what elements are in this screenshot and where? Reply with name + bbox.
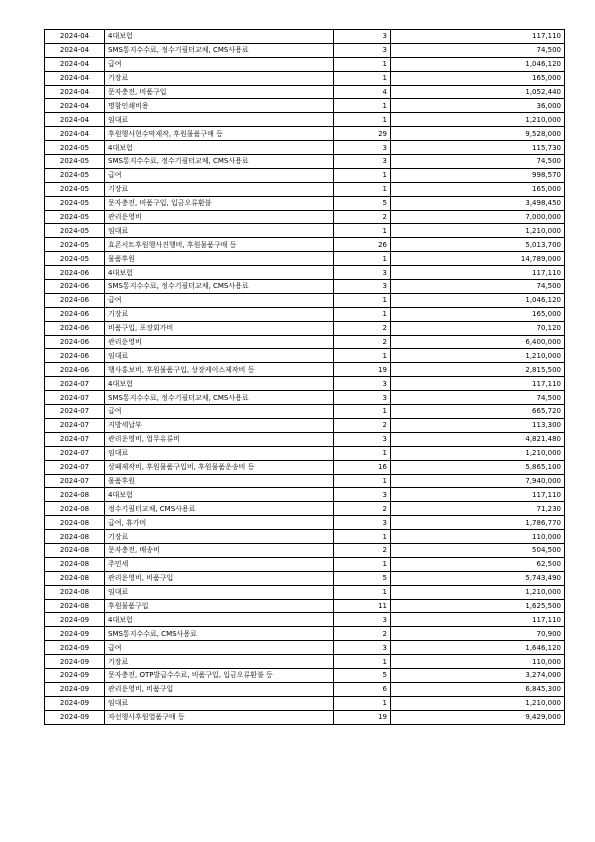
table-row [45,460,565,474]
count-cell: 1 [334,168,391,182]
amount-cell: 6,400,000 [391,335,565,349]
date-cell: 2024-05 [45,224,105,238]
description-cell: 물품후원 [105,474,334,488]
table-row [45,307,565,321]
date-cell: 2024-06 [45,266,105,280]
date-cell: 2024-09 [45,641,105,655]
description-cell: 4대보험 [105,613,334,627]
count-cell: 2 [334,335,391,349]
amount-cell: 117,110 [391,266,565,280]
table-row [45,682,565,696]
description-cell: 문자충전, OTP발급수수료, 비품구입, 입금오류환불 등 [105,668,334,682]
table-row [45,585,565,599]
date-cell: 2024-06 [45,363,105,377]
table-row [45,266,565,280]
amount-cell: 5,013,700 [391,238,565,252]
date-cell: 2024-05 [45,238,105,252]
description-cell: 4대보험 [105,30,334,44]
description-cell: 임대료 [105,113,334,127]
amount-cell: 74,500 [391,280,565,294]
table-row [45,280,565,294]
description-cell: 급여 [105,57,334,71]
amount-cell: 998,570 [391,168,565,182]
count-cell: 1 [334,655,391,669]
amount-cell: 1,210,000 [391,113,565,127]
description-cell: 4대보험 [105,377,334,391]
table-row [45,127,565,141]
table-row [45,224,565,238]
description-cell: 임대료 [105,349,334,363]
description-cell: 주민세 [105,557,334,571]
description-cell: 급여, 휴가비 [105,516,334,530]
table-row [45,196,565,210]
description-cell: 임대료 [105,696,334,710]
table-row [45,99,565,113]
amount-cell: 117,110 [391,488,565,502]
description-cell: 임대료 [105,224,334,238]
date-cell: 2024-08 [45,557,105,571]
table-row [45,627,565,641]
count-cell: 3 [334,266,391,280]
amount-cell: 1,210,000 [391,224,565,238]
count-cell: 3 [334,377,391,391]
count-cell: 29 [334,127,391,141]
count-cell: 3 [334,432,391,446]
date-cell: 2024-05 [45,141,105,155]
amount-cell: 9,429,000 [391,710,565,724]
description-cell: 관리운영비, 비품구입 [105,682,334,696]
table-row [45,85,565,99]
date-cell: 2024-09 [45,682,105,696]
count-cell: 5 [334,668,391,682]
count-cell: 3 [334,155,391,169]
description-cell: 기장료 [105,655,334,669]
count-cell: 1 [334,224,391,238]
date-cell: 2024-08 [45,571,105,585]
count-cell: 1 [334,307,391,321]
table-row [45,182,565,196]
count-cell: 16 [334,460,391,474]
description-cell: 비품구입, 포장회가비 [105,321,334,335]
date-cell: 2024-04 [45,57,105,71]
table-row [45,710,565,724]
date-cell: 2024-08 [45,599,105,613]
description-cell: 효콘서트후원행사진행비, 후원물품구매 등 [105,238,334,252]
table-row [45,43,565,57]
date-cell: 2024-05 [45,155,105,169]
count-cell: 1 [334,530,391,544]
table-row [45,530,565,544]
description-cell: 관리운영비, 업무유류비 [105,432,334,446]
amount-cell: 117,110 [391,613,565,627]
count-cell: 26 [334,238,391,252]
date-cell: 2024-09 [45,655,105,669]
date-cell: 2024-05 [45,210,105,224]
description-cell: 기장료 [105,182,334,196]
description-cell: 관리운영비, 비품구입 [105,571,334,585]
count-cell: 2 [334,321,391,335]
date-cell: 2024-06 [45,293,105,307]
count-cell: 19 [334,710,391,724]
date-cell: 2024-04 [45,30,105,44]
description-cell: 정수기필터교체, CMS사용료 [105,502,334,516]
table-row [45,168,565,182]
description-cell: 임대료 [105,585,334,599]
table-row [45,655,565,669]
amount-cell: 70,900 [391,627,565,641]
description-cell: SMS통지수수료, 정수기필터교체, CMS사용료 [105,155,334,169]
amount-cell: 74,500 [391,155,565,169]
table-row [45,349,565,363]
date-cell: 2024-08 [45,488,105,502]
table-row [45,405,565,419]
count-cell: 1 [334,557,391,571]
table-row [45,71,565,85]
date-cell: 2024-09 [45,668,105,682]
amount-cell: 4,821,480 [391,432,565,446]
count-cell: 1 [334,293,391,307]
amount-cell: 1,210,000 [391,696,565,710]
amount-cell: 1,210,000 [391,585,565,599]
amount-cell: 504,500 [391,543,565,557]
amount-cell: 74,500 [391,391,565,405]
amount-cell: 1,646,120 [391,641,565,655]
table-row [45,377,565,391]
table-row [45,432,565,446]
table-row [45,488,565,502]
amount-cell: 165,000 [391,182,565,196]
count-cell: 3 [334,613,391,627]
count-cell: 3 [334,280,391,294]
date-cell: 2024-06 [45,321,105,335]
amount-cell: 62,500 [391,557,565,571]
description-cell: 문자충전, 배송비 [105,543,334,557]
description-cell: 자선행사후원열품구매 등 [105,710,334,724]
description-cell: 명함인쇄비용 [105,99,334,113]
description-cell: 문자충전, 비품구입 [105,85,334,99]
amount-cell: 1,046,120 [391,57,565,71]
amount-cell: 665,720 [391,405,565,419]
table-row [45,238,565,252]
table-row [45,599,565,613]
date-cell: 2024-06 [45,335,105,349]
description-cell: 행사홍보비, 후원물품구입, 상장케이스제작비 등 [105,363,334,377]
description-cell: 기장료 [105,530,334,544]
count-cell: 2 [334,418,391,432]
date-cell: 2024-06 [45,307,105,321]
date-cell: 2024-04 [45,113,105,127]
date-cell: 2024-05 [45,252,105,266]
table-row [45,613,565,627]
date-cell: 2024-04 [45,85,105,99]
count-cell: 19 [334,363,391,377]
date-cell: 2024-07 [45,474,105,488]
date-cell: 2024-05 [45,182,105,196]
table-row [45,668,565,682]
description-cell: SMS통지수수료, CMS사용료 [105,627,334,641]
expense-table-body [45,30,565,725]
amount-cell: 2,815,500 [391,363,565,377]
amount-cell: 117,110 [391,30,565,44]
description-cell: 급여 [105,293,334,307]
amount-cell: 113,300 [391,418,565,432]
amount-cell: 110,000 [391,655,565,669]
amount-cell: 1,625,500 [391,599,565,613]
date-cell: 2024-07 [45,460,105,474]
amount-cell: 9,528,000 [391,127,565,141]
date-cell: 2024-07 [45,446,105,460]
count-cell: 11 [334,599,391,613]
amount-cell: 14,789,000 [391,252,565,266]
table-row [45,155,565,169]
description-cell: 기장료 [105,307,334,321]
table-row [45,557,565,571]
count-cell: 1 [334,474,391,488]
amount-cell: 3,274,000 [391,668,565,682]
expense-table [44,29,565,725]
date-cell: 2024-09 [45,627,105,641]
table-row [45,516,565,530]
date-cell: 2024-09 [45,613,105,627]
date-cell: 2024-07 [45,432,105,446]
table-row [45,391,565,405]
table-row [45,210,565,224]
count-cell: 3 [334,43,391,57]
date-cell: 2024-08 [45,585,105,599]
count-cell: 1 [334,585,391,599]
count-cell: 5 [334,571,391,585]
date-cell: 2024-07 [45,418,105,432]
description-cell: 문자충전, 비품구입, 입금오류환불 [105,196,334,210]
description-cell: 상패제작비, 후원물품구입비, 후원물품운송비 등 [105,460,334,474]
amount-cell: 3,498,450 [391,196,565,210]
amount-cell: 36,000 [391,99,565,113]
amount-cell: 165,000 [391,307,565,321]
date-cell: 2024-04 [45,127,105,141]
date-cell: 2024-06 [45,349,105,363]
description-cell: 관리운영비 [105,210,334,224]
description-cell: 급여 [105,641,334,655]
table-row [45,113,565,127]
amount-cell: 5,743,490 [391,571,565,585]
description-cell: SMS통지수수료, 정수기필터교체, CMS사용료 [105,43,334,57]
count-cell: 1 [334,71,391,85]
count-cell: 2 [334,627,391,641]
count-cell: 1 [334,57,391,71]
count-cell: 3 [334,488,391,502]
date-cell: 2024-04 [45,71,105,85]
table-row [45,641,565,655]
description-cell: 임대료 [105,446,334,460]
date-cell: 2024-07 [45,377,105,391]
table-row [45,363,565,377]
amount-cell: 1,786,770 [391,516,565,530]
description-cell: 급여 [105,168,334,182]
count-cell: 2 [334,210,391,224]
date-cell: 2024-08 [45,516,105,530]
count-cell: 1 [334,405,391,419]
amount-cell: 7,000,000 [391,210,565,224]
count-cell: 3 [334,141,391,155]
count-cell: 3 [334,641,391,655]
count-cell: 2 [334,543,391,557]
description-cell: 4대보험 [105,266,334,280]
table-row [45,696,565,710]
description-cell: 지방세납부 [105,418,334,432]
amount-cell: 110,000 [391,530,565,544]
date-cell: 2024-04 [45,99,105,113]
count-cell: 1 [334,252,391,266]
amount-cell: 115,730 [391,141,565,155]
count-cell: 1 [334,99,391,113]
count-cell: 6 [334,682,391,696]
date-cell: 2024-08 [45,502,105,516]
table-row [45,293,565,307]
amount-cell: 165,000 [391,71,565,85]
date-cell: 2024-05 [45,196,105,210]
table-row [45,321,565,335]
description-cell: SMS통지수수료, 정수기필터교체, CMS사용료 [105,391,334,405]
count-cell: 2 [334,502,391,516]
amount-cell: 7,940,000 [391,474,565,488]
amount-cell: 74,500 [391,43,565,57]
count-cell: 4 [334,85,391,99]
date-cell: 2024-08 [45,543,105,557]
count-cell: 3 [334,391,391,405]
description-cell: 물품후원 [105,252,334,266]
table-row [45,474,565,488]
table-row [45,543,565,557]
description-cell: 4대보험 [105,141,334,155]
table-row [45,57,565,71]
amount-cell: 5,865,100 [391,460,565,474]
amount-cell: 117,110 [391,377,565,391]
date-cell: 2024-06 [45,280,105,294]
table-row [45,446,565,460]
amount-cell: 6,845,300 [391,682,565,696]
amount-cell: 70,120 [391,321,565,335]
amount-cell: 71,230 [391,502,565,516]
description-cell: 급여 [105,405,334,419]
description-cell: 기장료 [105,71,334,85]
count-cell: 3 [334,30,391,44]
amount-cell: 1,046,120 [391,293,565,307]
description-cell: 후원행사현수막제작, 후원물품구매 등 [105,127,334,141]
amount-cell: 1,210,000 [391,446,565,460]
count-cell: 1 [334,349,391,363]
description-cell: 관리운영비 [105,335,334,349]
count-cell: 3 [334,516,391,530]
date-cell: 2024-09 [45,710,105,724]
count-cell: 1 [334,113,391,127]
amount-cell: 1,210,000 [391,349,565,363]
table-row [45,30,565,44]
count-cell: 1 [334,182,391,196]
table-row [45,335,565,349]
count-cell: 1 [334,446,391,460]
date-cell: 2024-04 [45,43,105,57]
date-cell: 2024-05 [45,168,105,182]
description-cell: 4대보험 [105,488,334,502]
amount-cell: 1,052,440 [391,85,565,99]
table-row [45,252,565,266]
table-row [45,418,565,432]
count-cell: 5 [334,196,391,210]
description-cell: 후원물품구입 [105,599,334,613]
date-cell: 2024-07 [45,405,105,419]
table-row [45,141,565,155]
table-row [45,571,565,585]
description-cell: SMS통지수수료, 정수기필터교체, CMS사용료 [105,280,334,294]
date-cell: 2024-08 [45,530,105,544]
date-cell: 2024-07 [45,391,105,405]
date-cell: 2024-09 [45,696,105,710]
count-cell: 1 [334,696,391,710]
table-row [45,502,565,516]
